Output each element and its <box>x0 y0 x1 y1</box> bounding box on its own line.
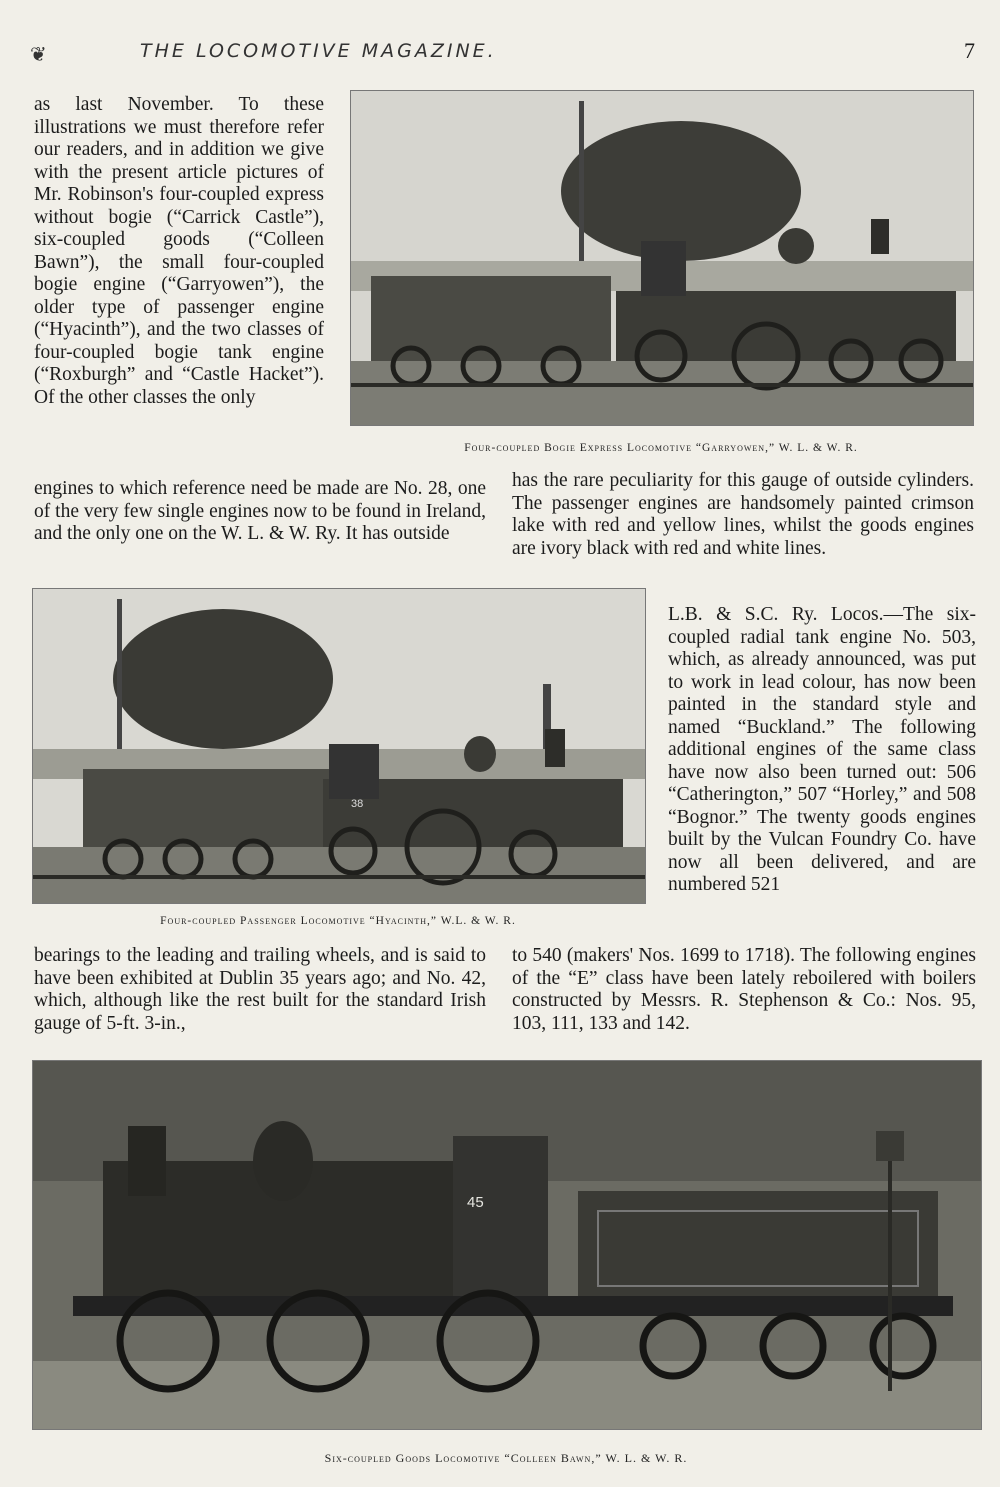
engine-number-colleen: 45 <box>467 1194 484 1211</box>
photo-colleen-bawn <box>32 1060 982 1430</box>
paragraph: bearings to the leading and trailing wheels, and is said to have been exhibited at Dublin 35 years ago; and No. 42, which, although like the rest built for the standard Irish gauge of 5-ft. 3-in., <box>34 945 486 1034</box>
header-ornament-icon: ❦ <box>30 44 47 66</box>
caption-garryowen: Four-coupled Bogie Express Locomotive “Garryowen,” W. L. & W. R. <box>464 442 858 454</box>
locomotive-illustration <box>33 589 645 903</box>
paragraph: as last November. To these illustrations we must therefore refer our readers, and in addition we give with the present article pictures of Mr. Robinson's four-coupled express without bogie (“Carrick Castle”), six-coupled goods (“Colleen Bawn”), the small four-coupled bogie engine (“Garryowen”), the older type of passenger engine (“Hyacinth”), and the two classes of four-coupled bogie tank engine (“Roxburgh” and “Castle Hacket”). Of the other classes the only <box>34 94 324 408</box>
magazine-title: THE LOCOMOTIVE MAGAZINE. <box>140 40 497 62</box>
caption-colleen-bawn: Six-coupled Goods Locomotive “Colleen Bawn,” W. L. & W. R. <box>324 1451 688 1465</box>
page-header <box>30 36 975 70</box>
article-text-reboilered <box>512 945 976 1035</box>
article-text-lbscr <box>668 604 976 897</box>
caption-hyacinth: Four-coupled Passenger Locomotive “Hyacinth,” W.L. & W. R. <box>160 915 516 927</box>
paragraph: to 540 (makers' Nos. 1699 to 1718). The following engines of the “E” class have been lately reboilered with boilers constructed by Messrs. R. Stephenson & Co.: Nos. 95, 103, 111, 133 and 142. <box>512 945 976 1034</box>
locomotive-illustration <box>33 1061 981 1429</box>
photo-garryowen <box>350 90 974 426</box>
paragraph: has the rare peculiarity for this gauge of outside cylinders. The passenger engines are handsomely painted crimson lake with red and yellow lines, whilst the goods engines are ivory black with red and white lines. <box>512 470 974 559</box>
engine-number-hyacinth: 38 <box>351 798 364 810</box>
article-text-intro <box>34 94 324 409</box>
page-number: 7 <box>964 38 975 63</box>
article-text-bearings <box>34 945 486 1035</box>
paragraph: engines to which reference need be made are No. 28, one of the very few single engines now to be found in Ireland, and the only one on the W. L. & W. Ry. It has outside <box>34 478 486 544</box>
paragraph: L.B. & S.C. Ry. Locos.—The six-coupled radial tank engine No. 503, which, as already announced, was put to work in lead colour, has now been painted in the standard style and named “Buckland.” The following additional engines of the same class have now also been turned out: 506 “Catherington,” 507 “Horley,” and 508 “Bognor.” The twenty goods engines built by the Vulcan Foundry Co. have now all been delivered, and are numbered 521 <box>668 604 976 895</box>
photo-hyacinth <box>32 588 646 904</box>
article-text-single-engines <box>34 478 486 546</box>
locomotive-illustration <box>351 91 973 425</box>
article-text-painting <box>512 470 974 560</box>
